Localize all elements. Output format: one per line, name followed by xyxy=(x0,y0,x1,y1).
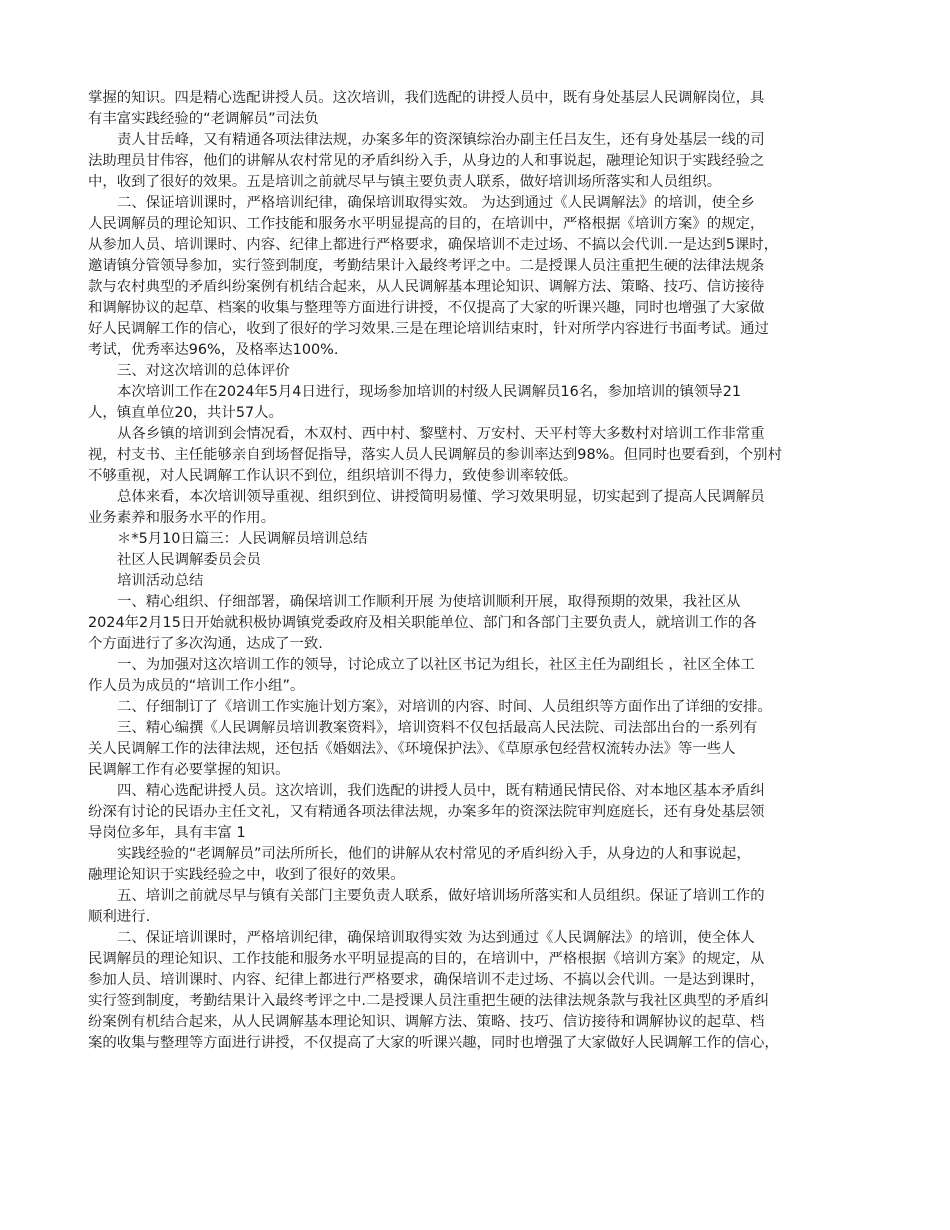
text-line: 从参加人员、培训课时、内容、纪律上都进行严格要求，确保培训不走过场、不搞以会代训.一是达到5课时， xyxy=(88,237,779,253)
text-line: 二、保证培训课时，严格培训纪律，确保培训取得实效 为达到通过《人民调解法》的培训，使全体人 xyxy=(117,930,755,946)
text-line: 二、保证培训课时，严格培训纪律，确保培训取得实效。 为达到通过《人民调解法》的培训，使全乡 xyxy=(117,195,755,211)
text-line: 实行签到制度，考勤结果计入最终考评之中.二是授课人员注重把生硬的法律法规条款与我社区典型的矛盾纠 xyxy=(88,993,769,1009)
text-line: 邀请镇分管领导参加，实行签到制度，考勤结果计入最终考评之中。二是授课人员注重把生硬的法律法规条 xyxy=(88,258,765,274)
text-line: 总体来看，本次培训领导重视、组织到位、讲授简明易懂、学习效果明显，切实起到了提高人民调解员 xyxy=(117,489,765,505)
text-line: ＊*5月10日篇三：人民调解员培训总结 xyxy=(117,531,368,547)
text-line: 法助理员甘伟容，他们的讲解从农村常见的矛盾纠纷入手，从身边的人和事说起，融理论知识于实践经验之 xyxy=(88,153,765,169)
text-line: 纷案例有机结合起来，从人民调解基本理论知识、调解方法、策略、技巧、信访接待和调解协议的起草、档 xyxy=(88,1014,765,1030)
text-line: 业务素养和服务水平的作用。 xyxy=(88,510,276,526)
text-line: 一、为加强对这次培训工作的领导，讨论成立了以社区书记为组长，社区主任为副组长 ，社区全体工 xyxy=(117,657,755,673)
text-line: 个方面进行了多次沟通，达成了一致. xyxy=(88,636,323,652)
text-line: 培训活动总结 xyxy=(117,573,204,589)
text-line: 款与农村典型的矛盾纠纷案例有机结合起来，从人民调解基本理论知识、调解方法、策略、技巧、信访接待 xyxy=(88,279,765,295)
text-line: 三、对这次培训的总体评价 xyxy=(117,363,290,379)
text-line: 一、精心组织、仔细部署，确保培训工作顺利开展 为使培训顺利开展，取得预期的效果，我社区从 xyxy=(117,594,741,610)
text-line: 社区人民调解委员会员 xyxy=(117,552,261,568)
text-line: 参加人员、培训课时、内容、纪律上都进行严格要求，确保培训不走过场、不搞以会代训。一是达到课时， xyxy=(88,972,765,988)
text-line: 融理论知识于实践经验之中，收到了很好的效果。 xyxy=(88,867,405,883)
text-line: 有丰富实践经验的“老调解员”司法负 xyxy=(88,111,319,127)
text-line: 考试，优秀率达96%，及格率达100%. xyxy=(88,342,339,358)
text-line: 视，村支书、主任能够亲自到场督促指导，落实人员人民调解员的参训率达到98%。但同时也要看到，个别村 xyxy=(88,447,782,463)
text-line: 作人员为成员的“培训工作小组”。 xyxy=(88,678,305,694)
text-line: 三、精心编撰《人民调解员培训教案资料》，培训资料不仅包括最高人民法院、司法部出台的一系列有 xyxy=(117,720,758,736)
text-line: 和调解协议的起草、档案的收集与整理等方面进行讲授，不仅提高了大家的听课兴趣，同时也增强了大家做 xyxy=(88,300,765,316)
text-line: 好人民调解工作的信心，收到了很好的学习效果.三是在理论培训结束时，针对所学内容进行书面考试。通过 xyxy=(88,321,769,337)
text-line: 五、培训之前就尽早与镇有关部门主要负责人联系，做好培训场所落实和人员组织。保证了培训工作的 xyxy=(117,888,765,904)
text-line: 2024年2月15日开始就积极协调镇党委政府及相关职能单位、部门和各部门主要负责人，就培训工作的各 xyxy=(88,615,757,631)
text-line: 掌握的知识。四是精心选配讲授人员。这次培训，我们选配的讲授人员中，既有身处基层人民调解岗位，具 xyxy=(88,90,765,106)
text-line: 顺利进行. xyxy=(88,909,151,925)
text-line: 人民调解员的理论知识、工作技能和服务水平明显提高的目的，在培训中，严格根据《培训方案》的规定， xyxy=(88,216,765,232)
text-line: 纷深有讨论的民语办主任文礼，又有精通各项法律法规，办案多年的资深法院审判庭庭长，还有身处基层领 xyxy=(88,804,765,820)
text-line: 责人甘岳峰，又有精通各项法律法规，办案多年的资深镇综治办副主任吕友生，还有身处基层一线的司 xyxy=(117,132,765,148)
text-line: 人，镇直单位20，共计57人。 xyxy=(88,405,283,421)
document-page xyxy=(88,88,878,1054)
text-line: 民调解员的理论知识、工作技能和服务水平明显提高的目的，在培训中，严格根据《培训方案》的规定，从 xyxy=(88,951,765,967)
text-line: 实践经验的“老调解员”司法所所长，他们的讲解从农村常见的矛盾纠纷入手，从身边的人和事说起， xyxy=(117,846,751,862)
text-line: 中，收到了很好的效果。五是培训之前就尽早与镇主要负责人联系，做好培训场所落实和人员组织。 xyxy=(88,174,722,190)
text-line: 二、仔细制订了《培训工作实施计划方案》，对培训的内容、时间、人员组织等方面作出了详细的安排。 xyxy=(117,699,772,715)
text-line: 四、精心选配讲授人员。这次培训，我们选配的讲授人员中，既有精通民情民俗、对本地区基本矛盾纠 xyxy=(117,783,765,799)
text-line: 从各乡镇的培训到会情况看，木双村、西中村、黎壁村、万安村、天平村等大多数村对培训工作非常重 xyxy=(117,426,765,442)
text-line: 本次培训工作在2024年5月4日进行，现场参加培训的村级人民调解员16名，参加培训的镇领导21 xyxy=(117,384,742,400)
text-line: 案的收集与整理等方面进行讲授，不仅提高了大家的听课兴趣，同时也增强了大家做好人民调解工作的信心， xyxy=(88,1035,779,1051)
text-line: 关人民调解工作的法律法规，还包括《婚姻法》、《环境保护法》、《草原承包经营权流转办法》等一些人 xyxy=(88,741,736,757)
text-line: 导岗位多年，具有丰富 1 xyxy=(88,825,246,841)
text-line: 不够重视，对人民调解工作认识不到位，组织培训不得力，致使参训率较低。 xyxy=(88,468,578,484)
text-line: 民调解工作有必要掌握的知识。 xyxy=(88,762,290,778)
